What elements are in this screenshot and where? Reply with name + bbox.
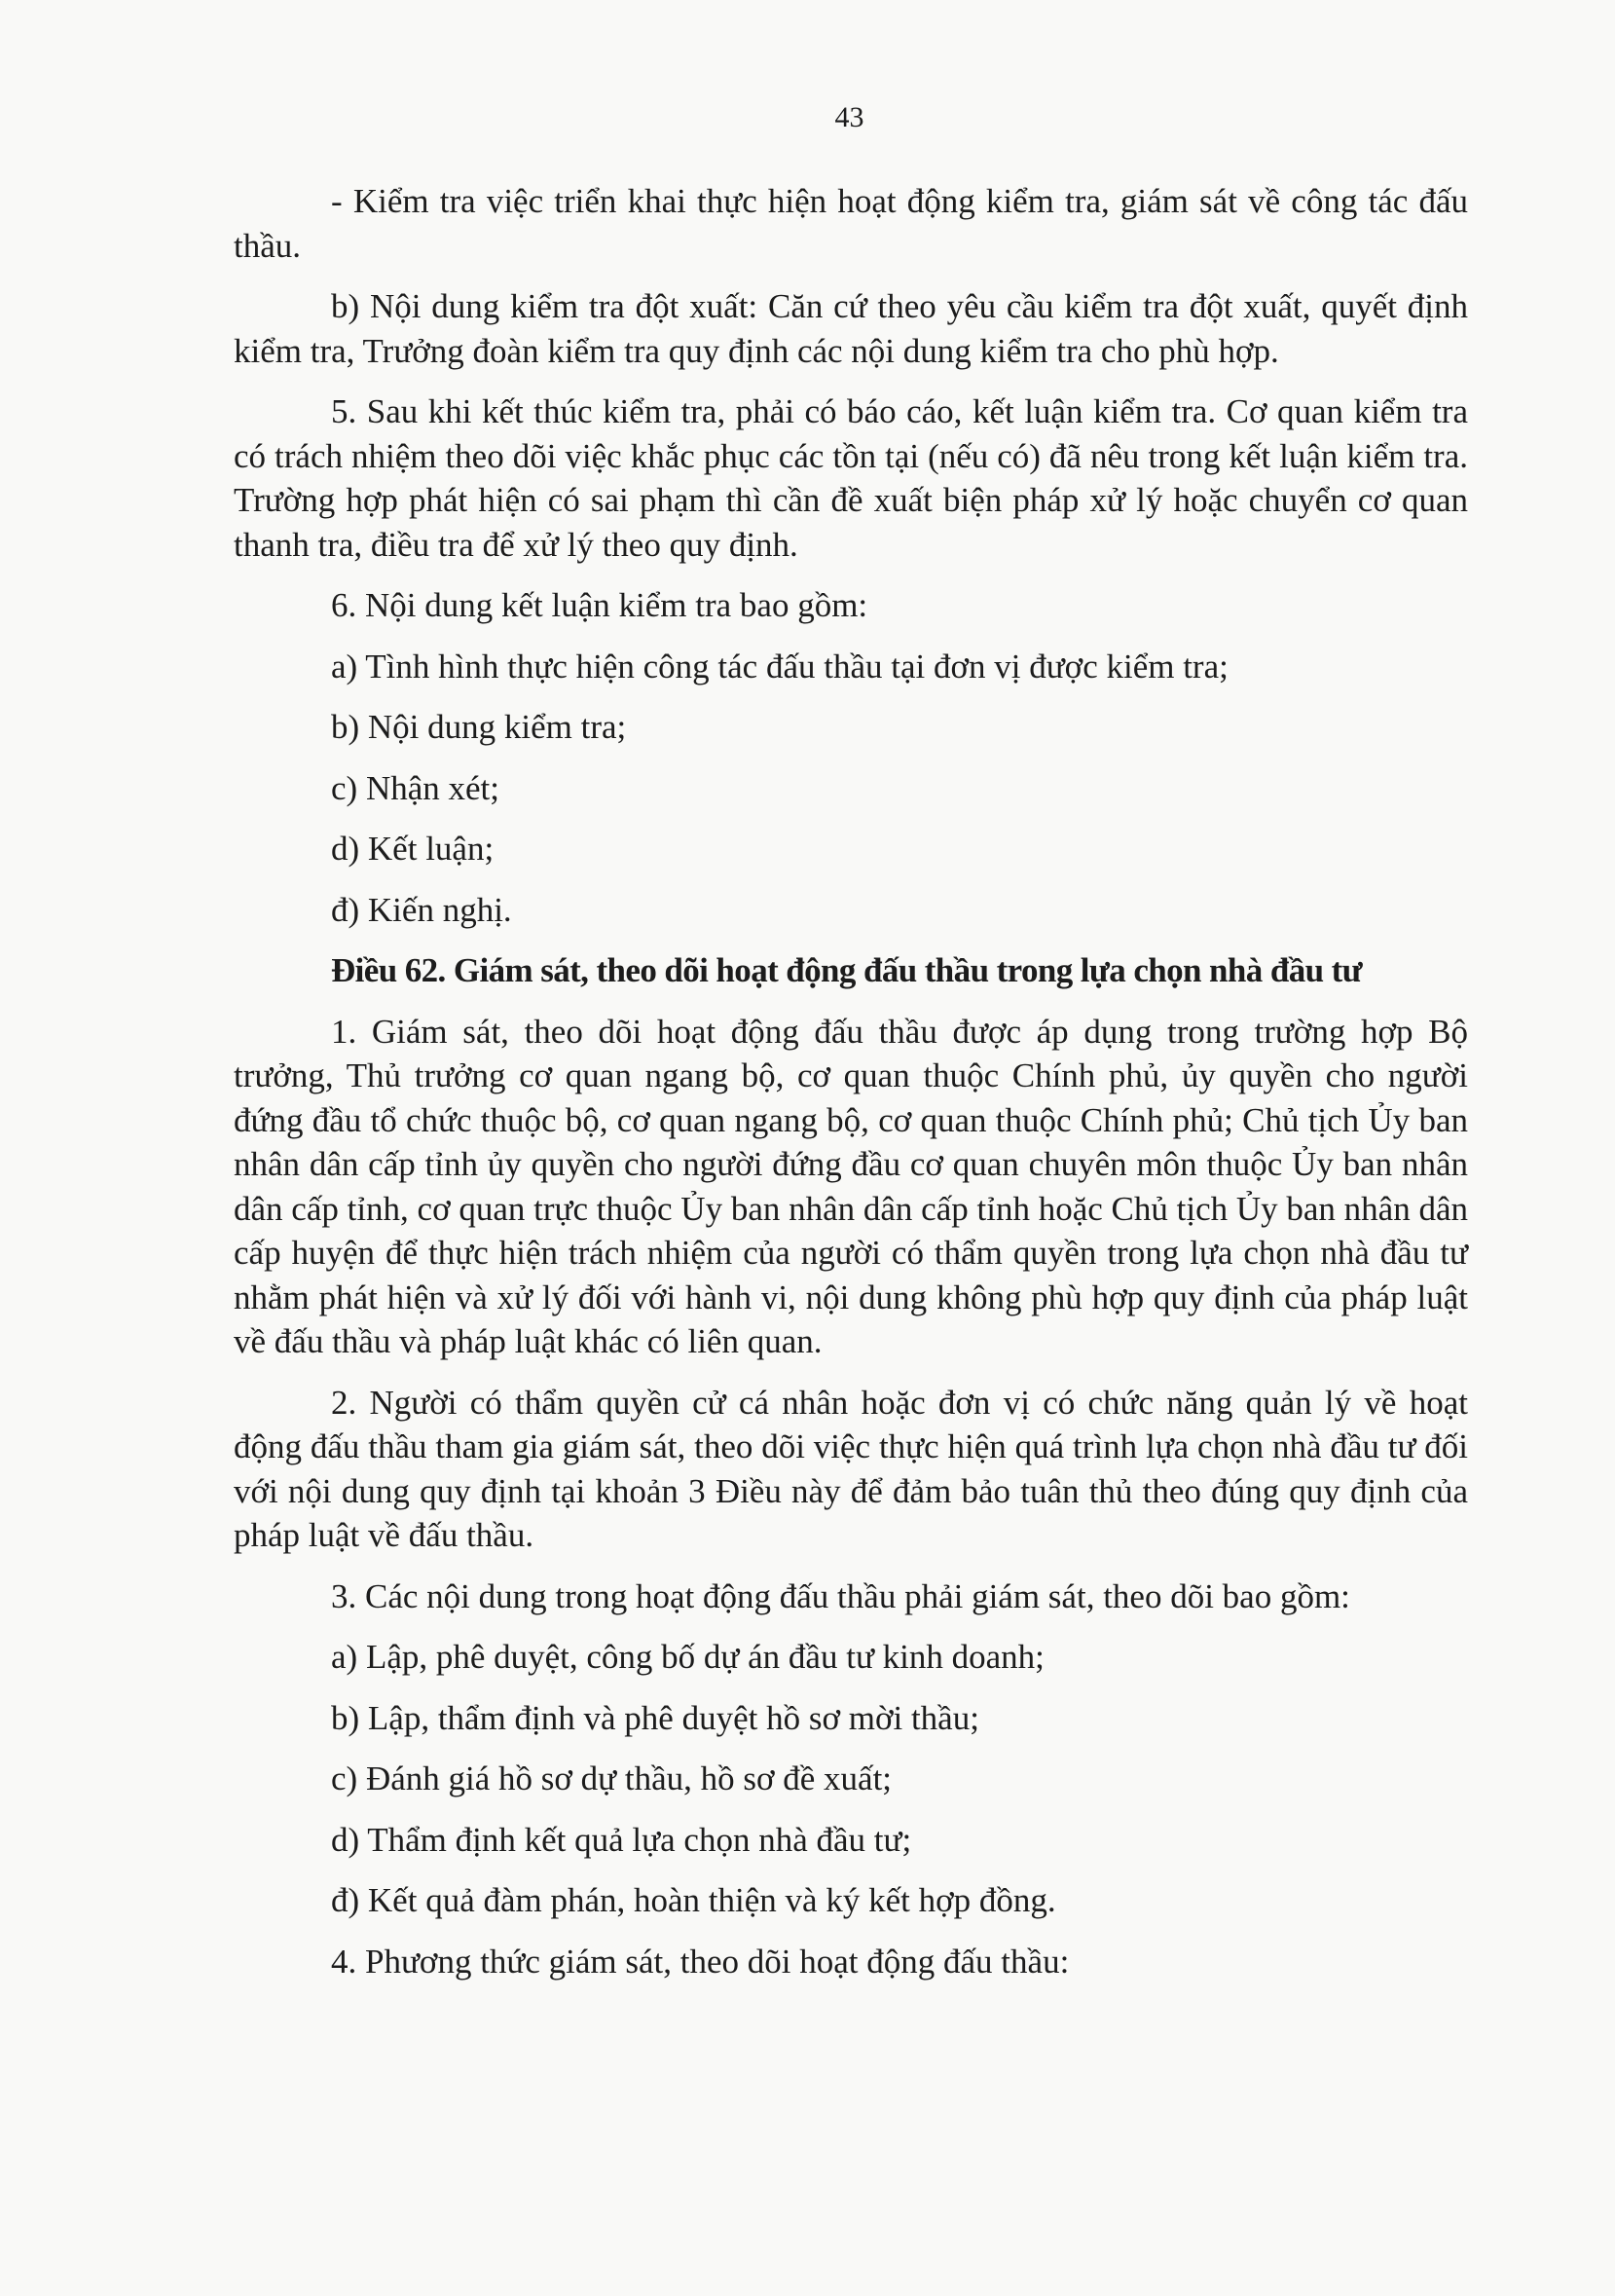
list-item: b) Nội dung kiểm tra; [331, 708, 627, 746]
list-item: 6. Nội dung kết luận kiểm tra bao gồm: [331, 586, 868, 624]
paragraph: 5. Sau khi kết thúc kiểm tra, phải có báo cáo, kết luận kiểm tra. Cơ quan kiểm tra có trách nhiệm theo dõi việc khắc phục các tồn tại (nếu có) đã nêu trong kết luận kiểm tra. Trường hợp phát hiện có sai phạm thì cần đề xuất biện pháp xử lý hoặc chuyển cơ quan thanh tra, điều tra để xử lý theo quy định. [234, 392, 1468, 564]
list-item: a) Tình hình thực hiện công tác đấu thầu tại đơn vị được kiểm tra; [331, 647, 1229, 685]
paragraph: 2. Người có thẩm quyền cử cá nhân hoặc đơn vị có chức năng quản lý về hoạt động đấu thầu tham gia giám sát, theo dõi việc thực hiện quá trình lựa chọn nhà đầu tư đối với nội dung quy định tại khoản 3 Điều này để đảm bảo tuân thủ theo đúng quy định của pháp luật về đấu thầu. [234, 1383, 1468, 1554]
list-item: đ) Kiến nghị. [331, 890, 512, 929]
list-item: đ) Kết quả đàm phán, hoàn thiện và ký kết hợp đồng. [331, 1881, 1056, 1919]
page-number: 43 [834, 101, 864, 133]
paragraph: 1. Giám sát, theo dõi hoạt động đấu thầu được áp dụng trong trường hợp Bộ trưởng, Thủ trưởng cơ quan ngang bộ, cơ quan thuộc Chính phủ, ủy quyền cho người đứng đầu tổ chức thuộc bộ, cơ quan ngang bộ, cơ quan thuộc Chính phủ; Chủ tịch Ủy ban nhân dân cấp tỉnh ủy quyền cho người đứng đầu cơ quan chuyên môn thuộc Ủy ban nhân dân cấp tỉnh, cơ quan trực thuộc Ủy ban nhân dân cấp tỉnh hoặc Chủ tịch Ủy ban nhân dân cấp huyện để thực hiện trách nhiệm của người có thẩm quyền trong lựa chọn nhà đầu tư nhằm phát hiện và xử lý đối với hành vi, nội dung không phù hợp quy định của pháp luật về đấu thầu và pháp luật khác có liên quan. [234, 1012, 1468, 1360]
paragraph: 3. Các nội dung trong hoạt động đấu thầu phải giám sát, theo dõi bao gồm: [331, 1576, 1350, 1615]
list-item: d) Kết luận; [331, 830, 495, 868]
list-item: c) Nhận xét; [331, 768, 499, 807]
list-item: c) Đánh giá hồ sơ dự thầu, hồ sơ đề xuất; [331, 1759, 893, 1797]
document-body [234, 179, 1468, 1983]
list-item: b) Lập, thẩm định và phê duyệt hồ sơ mời thầu; [331, 1698, 979, 1737]
list-item: d) Thẩm định kết quả lựa chọn nhà đầu tư; [331, 1820, 912, 1859]
paragraph: - Kiểm tra việc triển khai thực hiện hoạt động kiểm tra, giám sát về công tác đấu thầu. [234, 182, 1468, 265]
list-item: 4. Phương thức giám sát, theo dõi hoạt động đấu thầu: [331, 1942, 1070, 1981]
article-heading: Điều 62. Giám sát, theo dõi hoạt động đấu thầu trong lựa chọn nhà đầu tư [331, 951, 1363, 989]
list-item: a) Lập, phê duyệt, công bố dự án đầu tư kinh doanh; [331, 1638, 1045, 1676]
paragraph: b) Nội dung kiểm tra đột xuất: Căn cứ theo yêu cầu kiểm tra đột xuất, quyết định kiểm tra, Trưởng đoàn kiểm tra quy định các nội dung kiểm tra cho phù hợp. [234, 287, 1468, 370]
